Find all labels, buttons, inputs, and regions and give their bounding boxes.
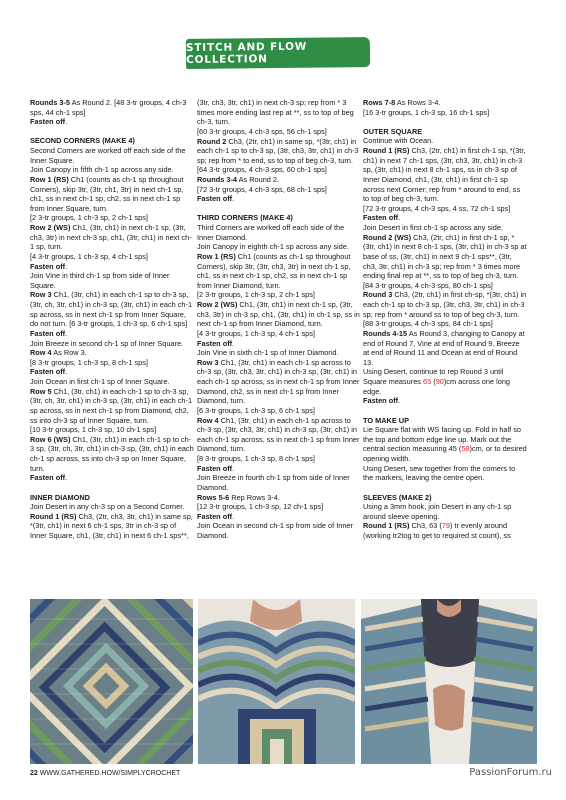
row-label: Row 3 — [197, 357, 219, 367]
section-banner — [186, 37, 370, 69]
pattern-paragraph — [30, 348, 194, 358]
paragraph-text: . — [398, 396, 401, 406]
row-label: Fasten off — [30, 328, 66, 338]
pattern-paragraph — [363, 367, 527, 396]
paragraph-text: As Round 2. [48 3-tr groups, 4 ch-3 sps, 44 ch-1 sps] — [30, 98, 187, 117]
row-label: Round 1 (RS) — [363, 521, 410, 531]
paragraph-text: Second Corners are worked off each side of the Inner Square. — [30, 146, 186, 165]
pattern-paragraph — [30, 290, 194, 329]
pattern-paragraph — [197, 127, 361, 137]
paragraph-text: [12 3-tr groups, 1 ch-3 sp, 12 ch-1 sps] — [197, 502, 324, 512]
pattern-paragraph — [197, 348, 361, 358]
row-label: Row 4 — [197, 415, 219, 425]
paragraph-text: ( — [431, 377, 436, 387]
paragraph-text: . — [65, 328, 68, 338]
pattern-paragraph — [197, 137, 361, 166]
row-label: Rounds 3-5 — [30, 98, 70, 107]
paragraph-text: )cm, or to desired opening width. — [363, 444, 527, 464]
pattern-paragraph — [197, 252, 361, 291]
section-heading — [363, 416, 527, 426]
heading-text: INNER DIAMOND — [30, 492, 90, 502]
row-label: Fasten off — [197, 463, 233, 473]
pattern-paragraph — [363, 502, 527, 521]
pattern-paragraph — [197, 358, 361, 406]
paragraph-text: Ch1, (3tr, ch1) in each ch-1 sp across to ch-3 sp, (3tr, ch3, 3tr, ch1) in ch-3 sp, (3tr, ch1) in each ch-1 sp across, ss in next ch-1 sp from Inner Diamond, ch2, ss in next ch-1 sp from Inner Diamond, turn. — [197, 357, 360, 406]
paragraph-text: [6 3-tr groups, 1 ch-3 sp, 6 ch-1 sps] — [197, 405, 315, 415]
pattern-paragraph — [363, 213, 527, 223]
pattern-paragraph — [30, 502, 194, 512]
pattern-paragraph — [197, 502, 361, 512]
paragraph-text: [10 3-tr groups, 1 ch-3 sp, 10 ch-1 sps] — [30, 425, 157, 435]
pattern-paragraph — [30, 165, 194, 175]
paragraph-text: Lie Square flat with WS facing up. Fold in half so the top and bottom edge line up. Mark out the central section measuring 45 ( — [363, 425, 521, 454]
paragraph-text: Join Desert in first ch-1 sp across any side. — [363, 223, 503, 233]
row-label: Rows 7-8 — [363, 98, 396, 107]
paragraph-text: Using Desert, sew together from the corners to the markers, leaving the centre open. — [363, 463, 516, 483]
row-label: Round 1 (RS) — [30, 511, 77, 521]
banner-title: STITCH AND FLOW COLLECTION — [185, 40, 308, 66]
pattern-paragraph — [363, 521, 527, 540]
pattern-paragraph — [30, 387, 194, 426]
paragraph-text: Join Canopy in fifth ch-1 sp across any side. — [30, 165, 174, 175]
pattern-paragraph — [363, 204, 527, 214]
pattern-paragraph — [30, 223, 194, 252]
heading-text: OUTER SQUARE — [363, 126, 423, 136]
row-label: Row 2 (WS) — [30, 223, 71, 233]
paragraph-text: [4 3-tr groups, 1 ch-3 sp, 4 ch-1 sps] — [30, 251, 148, 261]
pattern-paragraph — [197, 493, 361, 503]
pattern-paragraph — [30, 358, 194, 368]
paragraph-text: . — [232, 338, 235, 348]
paragraph-text: Rep Rows 3-4. — [229, 492, 280, 502]
paragraph-text: [8 3-tr groups, 1 ch-3 sp, 8 ch-1 sps] — [30, 357, 148, 367]
paragraph-text: (3tr, ch3, 3tr, ch1) in next ch-3 sp; rep from * 3 times more ending last rep at **, ss to top of beg ch-3, turn. — [197, 98, 354, 127]
row-label: Row 2 (WS) — [197, 300, 238, 310]
paragraph-text: )cm across one long edge. — [363, 377, 510, 396]
pattern-paragraph — [30, 377, 194, 387]
paragraph-text: Join Vine in sixth ch-1 sp of Inner Diamond. — [197, 348, 339, 358]
paragraph-text: Ch1 (counts as ch-1 sp throughout Corners), skip 3tr, (3tr, ch1, 3tr) in next ch-1 sp, ch1, ss in next ch-1 sp, ch2, ss in next ch-1 sp from Inner Square, turn. — [30, 174, 184, 213]
pattern-paragraph — [363, 108, 527, 118]
pattern-paragraph — [197, 185, 361, 195]
row-label: Fasten off — [363, 396, 399, 406]
page-number: 22 — [30, 770, 38, 777]
paragraph-text: [2 3-tr groups, 1 ch-3 sp, 2 ch-1 sps] — [30, 213, 148, 223]
pattern-paragraph — [363, 464, 527, 483]
pattern-paragraph — [30, 512, 194, 541]
row-label: Row 6 (WS) — [30, 434, 71, 444]
paragraph-text: . — [232, 463, 235, 473]
pattern-paragraph — [197, 194, 361, 204]
section-heading — [30, 493, 194, 503]
row-label: Fasten off — [363, 213, 399, 223]
paragraph-text: [64 3-tr groups, 4 ch-3 sps, 60 ch-1 sps] — [197, 165, 327, 175]
heading-text: TO MAKE UP — [363, 415, 409, 425]
paragraph-text: Join Vine in third ch-1 sp from side of Inner Square. — [30, 271, 170, 290]
pattern-paragraph — [30, 117, 194, 127]
row-label: Rounds 3-4 — [197, 175, 237, 184]
text-column-1 — [30, 98, 194, 541]
pattern-paragraph — [30, 98, 194, 117]
pattern-paragraph — [197, 339, 361, 349]
pattern-paragraph — [197, 300, 361, 329]
pattern-paragraph — [30, 175, 194, 214]
model-wearing-cardigan-photo — [198, 599, 355, 764]
pattern-paragraph — [197, 290, 361, 300]
page-footer — [30, 770, 180, 777]
pattern-paragraph — [197, 512, 361, 522]
pattern-paragraph — [197, 98, 361, 127]
row-label: Round 3 — [363, 290, 393, 300]
text-column-3 — [363, 98, 527, 541]
row-label: Fasten off — [197, 194, 233, 204]
pattern-paragraph — [197, 521, 361, 540]
row-label: Round 2 — [197, 136, 227, 146]
model-sleeve-photo — [361, 599, 537, 764]
paragraph-text: Ch3, (2tr, ch3, 3tr, ch1) in same sp, *(3tr, ch1) in next 6 ch-1 sps, 3tr in ch-3 sp of Inner Square, ch1, (3tr, ch1) in next 6 ch-1 sps**, — [30, 511, 193, 541]
pattern-paragraph — [197, 242, 361, 252]
paragraph-text: Join Desert in any ch-3 sp on a Second Corner. — [30, 502, 185, 512]
row-label: Fasten off — [30, 261, 66, 271]
paragraph-text: Join Breeze in second ch-1 sp of Inner Square. — [30, 338, 184, 348]
pattern-paragraph — [363, 136, 527, 146]
row-label: Rows 5-6 — [197, 492, 230, 502]
paragraph-text: [60 3-tr groups, 4 ch-3 sps, 56 ch-1 sps] — [197, 126, 327, 136]
heading-text: SECOND CORNERS (MAKE 4) — [30, 136, 135, 146]
pattern-paragraph — [30, 367, 194, 377]
pattern-paragraph — [197, 406, 361, 416]
pattern-paragraph — [30, 262, 194, 272]
pattern-paragraph — [30, 339, 194, 349]
paragraph-text: . — [65, 367, 68, 377]
paragraph-text: Ch3, (2tr, ch1) in first ch-1 sp, *(3tr, ch1) in next 7 ch-1 sps, (3tr, ch3, 3tr, ch1) in ch-3 sp, (3tr, ch1) in next 8 ch-1 sps, ss in ch-3 sp of Inner Diamond, ch1, (3tr, ch1) in first ch-1 sp across next Corner; rep from * around to end, ss to top of beg ch-3, turn. — [363, 146, 526, 204]
pattern-paragraph — [30, 252, 194, 262]
row-label: Round 1 (RS) — [363, 146, 410, 156]
paragraph-text: Using a 3mm hook, join Desert in any ch-1 sp around sleeve opening. — [363, 502, 512, 521]
section-heading — [30, 136, 194, 146]
paragraph-text: . — [232, 511, 235, 521]
text-column-2 — [197, 98, 361, 541]
paragraph-text: As Row 3. — [51, 348, 87, 358]
pattern-paragraph — [363, 233, 527, 281]
granny-square-photo — [30, 599, 193, 764]
row-label: Rounds 4-15 — [363, 328, 408, 338]
paragraph-text: Join Breeze in fourth ch-1 sp from side of Inner Diamond. — [197, 473, 350, 492]
size-variant: 58 — [461, 444, 470, 454]
paragraph-text: ) tr evenly around (working tr2tog to get to required st count), ss — [363, 521, 511, 541]
row-label: Row 1 (RS) — [197, 251, 236, 261]
pattern-paragraph — [363, 98, 527, 108]
paragraph-text: [72 3-tr groups, 4 ch-3 sps, 68 ch-1 sps] — [197, 184, 327, 194]
paragraph-text: Join Ocean in first ch-1 sp of Inner Square. — [30, 377, 170, 387]
paragraph-text: Ch3, (2tr, ch1) in first ch-1 sp, *(3tr, ch1) in next 8 ch-1 sps, (3tr, ch1) in ch-3 sp at base of ss, (3tr, ch1) in next 9 ch-1 sps**, (3tr, ch3, 3tr, ch1) in ch-3 sp; rep from * 3 times more ending final rep at **, ss to top of beg ch-3, turn. — [363, 232, 527, 281]
pattern-paragraph — [30, 329, 194, 339]
pattern-paragraph — [363, 425, 527, 464]
paragraph-text: Ch1, (3tr, ch1) in next ch-1 sp, (3tr, ch3, 3tr) in next ch-3 sp, ch1, (3tr, ch1) in next ch-1 sp, turn. — [30, 223, 192, 252]
paragraph-text: Ch3, (2tr, ch1) in same sp, *(3tr, ch1) in each ch-1 sp to ch-3 sp, (3tr, ch3, 3tr, ch1) in ch-3 sp; rep from * to end, ss to top of beg ch-3, turn. — [197, 136, 359, 165]
size-variant: 65 — [423, 377, 432, 387]
paragraph-text: [4 3-tr groups, 1 ch-3 sp, 4 ch-1 sps] — [197, 328, 315, 338]
pattern-paragraph — [363, 396, 527, 406]
paragraph-text: As Rows 3-4. — [395, 98, 441, 107]
paragraph-text: Ch3, (2tr, ch1) in first ch-sp, *(3tr, ch1) in each ch-1 sp to ch-3 sp, (3tr, ch3, 3tr, ch1) in ch-3 sp; rep from * around ss to top of beg ch-3, turn. [88 3-tr groups, 4 ch-3 sps, 84 ch-1 sps] — [363, 290, 527, 329]
paragraph-text: . — [65, 473, 68, 483]
row-label: Fasten off — [30, 473, 66, 483]
paragraph-text: [2 3-tr groups, 1 ch-3 sp, 2 ch-1 sps] — [197, 290, 315, 300]
paragraph-text: [84 3-tr groups, 4 ch-3 sps, 80 ch-1 sps] — [363, 280, 493, 290]
row-label: Row 1 (RS) — [30, 174, 69, 184]
pattern-paragraph — [30, 435, 194, 474]
section-heading — [197, 213, 361, 223]
pattern-paragraph — [197, 175, 361, 185]
pattern-paragraph — [30, 146, 194, 165]
paragraph-text: Ch1 (counts as ch-1 sp throughout Corners), skip 3tr, (3tr, ch3, 3tr) in next ch-1 sp, ch1, ss in next ch-1 sp, ch2, ss in next ch-1 sp from Inner Diamond, turn. — [197, 251, 351, 290]
pattern-paragraph — [197, 223, 361, 242]
magazine-url: WWW.GATHERED.HOW/SIMPLYCROCHET — [39, 770, 181, 777]
pattern-paragraph — [363, 223, 527, 233]
row-label: Row 5 — [30, 386, 52, 396]
pattern-paragraph — [197, 165, 361, 175]
pattern-paragraph — [363, 329, 527, 368]
paragraph-text: Ch3, 63 ( — [409, 521, 442, 531]
section-heading — [363, 493, 527, 503]
paragraph-text: . — [232, 194, 235, 204]
paragraph-text: Join Ocean in second ch-1 sp from side of Inner Diamond. — [197, 521, 353, 541]
pattern-paragraph — [363, 281, 527, 291]
paragraph-text: [8 3-tr groups, 1 ch-3 sp, 8 ch-1 sps] — [197, 454, 315, 464]
pattern-paragraph — [197, 473, 361, 492]
row-label: Round 2 (WS) — [363, 232, 412, 242]
heading-text: SLEEVES (MAKE 2) — [363, 492, 432, 502]
row-label: Fasten off — [197, 511, 233, 521]
paragraph-text: Ch1, (3tr, ch1) in each ch-1 sp to ch-3 sp, (3tr, ch, 3tr, ch1) in ch-3 sp, (3tr, ch1) in each ch-1 sp across, ss into ch-3 sp on Inner Square, turn. — [30, 434, 194, 473]
pattern-paragraph — [197, 329, 361, 339]
row-label: Fasten off — [30, 367, 66, 377]
pattern-paragraph — [30, 425, 194, 435]
paragraph-text: . — [398, 213, 401, 223]
pattern-paragraph — [363, 146, 527, 204]
paragraph-text: [72 3-tr groups, 4 ch-3 sps, 4 ss, 72 ch-1 sps] — [363, 203, 511, 213]
pattern-paragraph — [30, 473, 194, 483]
paragraph-text: . — [65, 261, 68, 271]
row-label: Row 4 — [30, 348, 52, 358]
size-variant: 79 — [441, 521, 450, 531]
paragraph-text: Ch1, (3tr, ch1) in each ch-1 sp to ch-3 sp, (3tr, ch, 3tr, ch1) in ch-3 sp, (3tr, ch1) in each ch-1 sp across, ss in next ch-1 sp from Inner Square, do not turn. [6 3-tr groups, 1 ch-3 sp, 6 ch-1 sps] — [30, 290, 193, 329]
paragraph-text: Ch1, (3tr, ch1) in next ch-1 sp, (3tr, ch3, 3tr) in ch-3 sp, ch1, (3tr, ch1) in ch-1 sp, ss in next ch-1 sp from Inner Diamond, turn. — [197, 300, 360, 329]
row-label: Fasten off — [30, 117, 66, 127]
pattern-paragraph — [197, 464, 361, 474]
heading-text: THIRD CORNERS (MAKE 4) — [197, 213, 293, 223]
row-label: Row 3 — [30, 290, 52, 300]
section-heading — [363, 127, 527, 137]
paragraph-text: Third Corners are worked off each side of the Inner Diamond. — [197, 223, 345, 242]
pattern-paragraph — [30, 213, 194, 223]
row-label: Fasten off — [197, 338, 233, 348]
paragraph-text: . — [65, 117, 68, 127]
pattern-paragraph — [363, 290, 527, 329]
pattern-paragraph — [30, 271, 194, 290]
size-variant: 90 — [435, 377, 444, 387]
paragraph-text: Continue with Ocean. — [363, 136, 434, 146]
paragraph-text: Ch1, (3tr, ch1) in each ch-1 sp to ch-3 sp, (3tr, ch, 3tr, ch1) in ch-3 sp, (3tr, ch1) in each ch-1 sp across, ss in next ch-1 sp from Diamond, ch2, ss into ch-3 sp of Inner Square, turn. — [30, 386, 193, 425]
paragraph-text: [16 3-tr groups, 1 ch-3 sp, 16 ch-1 sps] — [363, 107, 490, 117]
pattern-paragraph — [197, 416, 361, 455]
pattern-paragraph — [197, 454, 361, 464]
paragraph-text: As Round 3, changing to Canopy at end of Round 7, Vine at end of Round 9, Breeze at end of Round 11 and Ocean at end of Round 13. — [363, 328, 525, 367]
paragraph-text: Ch1, (3tr, ch1) in each ch-1 sp across to ch-3 sp, (3tr, ch3, 3tr, ch1) in ch-3 sp, (3tr, ch1) in each ch-1 sp across, ss in next ch-1 sp from Inner Diamond, turn. — [197, 415, 360, 454]
paragraph-text: Join Canopy in eighth ch-1 sp across any side. — [197, 242, 349, 252]
paragraph-text: Using Desert, continue to rep Round 3 until Square measures — [363, 367, 504, 387]
paragraph-text: As Round 2. — [237, 175, 280, 184]
watermark-credit: PassionForum.ru — [469, 767, 552, 778]
